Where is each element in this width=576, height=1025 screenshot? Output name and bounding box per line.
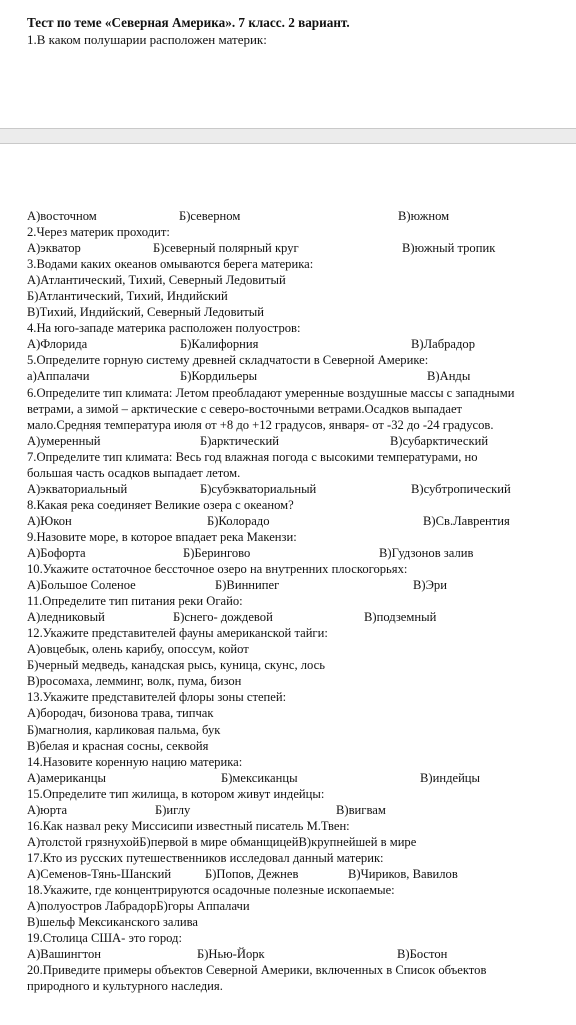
answer-option: Б)Калифорния [180, 337, 259, 352]
answer-options [27, 577, 576, 593]
answer-options [27, 433, 576, 449]
text-line: А)толстой грязнухойБ)первой в мире обманщицейВ)крупнейшей в мире [27, 834, 417, 849]
answer-option: Б)иглу [155, 802, 191, 817]
text-line: 16.Как назвал реку Миссисипи известный писатель М.Твен: [27, 818, 350, 833]
text-line: 3.Водами каких океанов омываются берега материка: [27, 257, 314, 272]
text-line: А)полуостров ЛабрадорБ)горы Аппалачи [27, 899, 250, 914]
answer-option: В)Гудзонов залив [379, 545, 474, 560]
text-line: 20.Приведите примеры объектов Северной Америки, включенных в Список объектов [27, 963, 487, 978]
text-line: 4.На юго-западе материка расположен полуостров: [27, 321, 301, 336]
answer-option: В)субтропический [411, 481, 511, 496]
page-header [0, 0, 576, 128]
answer-option: Б)Кордильеры [180, 369, 258, 384]
text-line: 15.Определите тип жилища, в котором живут индейцы: [27, 786, 325, 801]
answer-options [27, 513, 576, 529]
text-line: В)Тихий, Индийский, Северный Ледовитый [27, 305, 264, 320]
answer-option: В)подземный [364, 610, 437, 625]
answer-option: В)субарктический [390, 433, 489, 448]
text-line: 19.Столица США- это город: [27, 931, 182, 946]
answer-option: А)Семенов-Тянь-Шанский [27, 866, 172, 881]
answer-option: Б)арктический [200, 433, 279, 448]
text-line: 8.Какая река соединяет Великие озера с океаном? [27, 497, 294, 512]
answer-option: В)индейцы [420, 770, 481, 785]
text-line: В)белая и красная сосны, секвойя [27, 738, 209, 753]
text-line: А)бородач, бизонова трава, типчак [27, 706, 214, 721]
answer-options [27, 368, 576, 384]
answer-options [27, 866, 576, 882]
answer-option: Б)северном [179, 209, 241, 223]
text-line: большая часть осадков выпадает летом. [27, 465, 241, 480]
answer-option: В)южном [398, 209, 450, 223]
answer-option: а)Аппалачи [27, 369, 90, 384]
answer-option: В)вигвам [336, 802, 386, 817]
test-title: Тест по теме «Северная Америка». 7 класс. 2 вариант. [27, 15, 350, 30]
text-line: 5.Определите горную систему древней складчатости в Северной Америке: [27, 353, 429, 368]
answer-option: А)Вашингтон [27, 947, 101, 962]
text-line: 14.Назовите коренную нацию материка: [27, 754, 243, 769]
answer-option: В)Бостон [397, 947, 448, 962]
text-line: 13.Укажите представителей флоры зоны степей: [27, 690, 287, 705]
answer-option: Б)Нью-Йорк [197, 947, 265, 962]
text-line: 2.Через материк проходит: [27, 225, 170, 240]
answer-option: А)ледниковый [27, 610, 105, 625]
answer-option: Б)Виннипег [215, 578, 280, 593]
answer-options [27, 770, 576, 786]
answer-option: А)умеренный [27, 433, 101, 448]
answer-option: А)экваториальный [27, 481, 128, 496]
text-line: мало.Средняя температура июля от +8 до +12 градусов, января- от -32 до -24 градусов. [27, 417, 494, 432]
text-line: 9.Назовите море, в которое впадает река Макензи: [27, 529, 297, 544]
answer-option: В)Св.Лаврентия [423, 513, 510, 528]
text-line: В)росомаха, лемминг, волк, пума, бизон [27, 674, 242, 689]
answer-option: Б)Колорадо [207, 513, 270, 528]
answer-option: А)Флорида [27, 337, 88, 352]
answer-options [27, 208, 576, 224]
text-line: 11.Определите тип питания реки Огайо: [27, 594, 243, 609]
text-line: А)Атлантический, Тихий, Северный Ледовитый [27, 273, 286, 288]
text-line: 17.Кто из русских путешественников исследовал данный материк: [27, 850, 384, 865]
answer-option: А)Бофорта [27, 545, 86, 560]
answer-option: Б)мексиканцы [221, 770, 298, 785]
answer-option: А)Юкон [27, 513, 72, 528]
text-line: А)овцебык, олень карибу, опоссум, койот [27, 642, 249, 657]
text-line: 7.Определите тип климата: Весь год влажная погода с высокими температурами, но [27, 449, 478, 464]
text-line: ветрами, а зимой – арктические с северо-восточными ветрами.Осадков выпадает [27, 401, 463, 416]
text-line: В)шельф Мексиканского залива [27, 915, 198, 930]
answer-options [27, 802, 576, 818]
answer-option: Б)снего- дождевой [173, 610, 273, 625]
answer-option: В)южный тропик [402, 241, 496, 256]
answer-options [27, 545, 576, 561]
test-body [27, 208, 576, 994]
text-line: 18.Укажите, где концентрируются осадочные полезные ископаемые: [27, 882, 395, 897]
answer-option: Б)Попов, Дежнев [205, 866, 299, 881]
text-line: природного и культурного наследия. [27, 979, 223, 994]
answer-option: Б)Берингово [183, 545, 251, 560]
question-1: 1.В каком полушарии расположен материк: [27, 32, 267, 47]
answer-option: А)юрта [27, 802, 68, 817]
answer-options [27, 240, 576, 256]
answer-option: А)экватор [27, 241, 81, 256]
text-line: 6.Определите тип климата: Летом преобладают умеренные воздушные массы с западными [27, 385, 515, 400]
answer-option: А)восточном [27, 209, 97, 223]
answer-option: А)американцы [27, 770, 106, 785]
answer-option: Б)субэкваториальный [200, 481, 317, 496]
answer-options [27, 609, 576, 625]
text-line: 10.Укажите остаточное бессточное озеро на внутренних плоскогорьях: [27, 562, 408, 577]
answer-option: А)Большое Соленое [27, 578, 136, 593]
text-line: Б)Атлантический, Тихий, Индийский [27, 289, 228, 304]
answer-options [27, 946, 576, 962]
answer-options [27, 336, 576, 352]
text-line: Б)магнолия, карликовая пальма, бук [27, 722, 221, 737]
answer-option: В)Лабрадор [411, 337, 476, 352]
answer-option: Б)северный полярный круг [153, 241, 299, 256]
text-line: 12.Укажите представителей фауны американской тайги: [27, 626, 328, 641]
answer-option: В)Чириков, Вавилов [348, 866, 458, 881]
answer-option: В)Эри [413, 578, 447, 593]
answer-option: В)Анды [427, 369, 471, 384]
text-line: Б)черный медведь, канадская рысь, куница, скунс, лось [27, 658, 325, 673]
page-divider [0, 128, 576, 144]
answer-options [27, 481, 576, 497]
